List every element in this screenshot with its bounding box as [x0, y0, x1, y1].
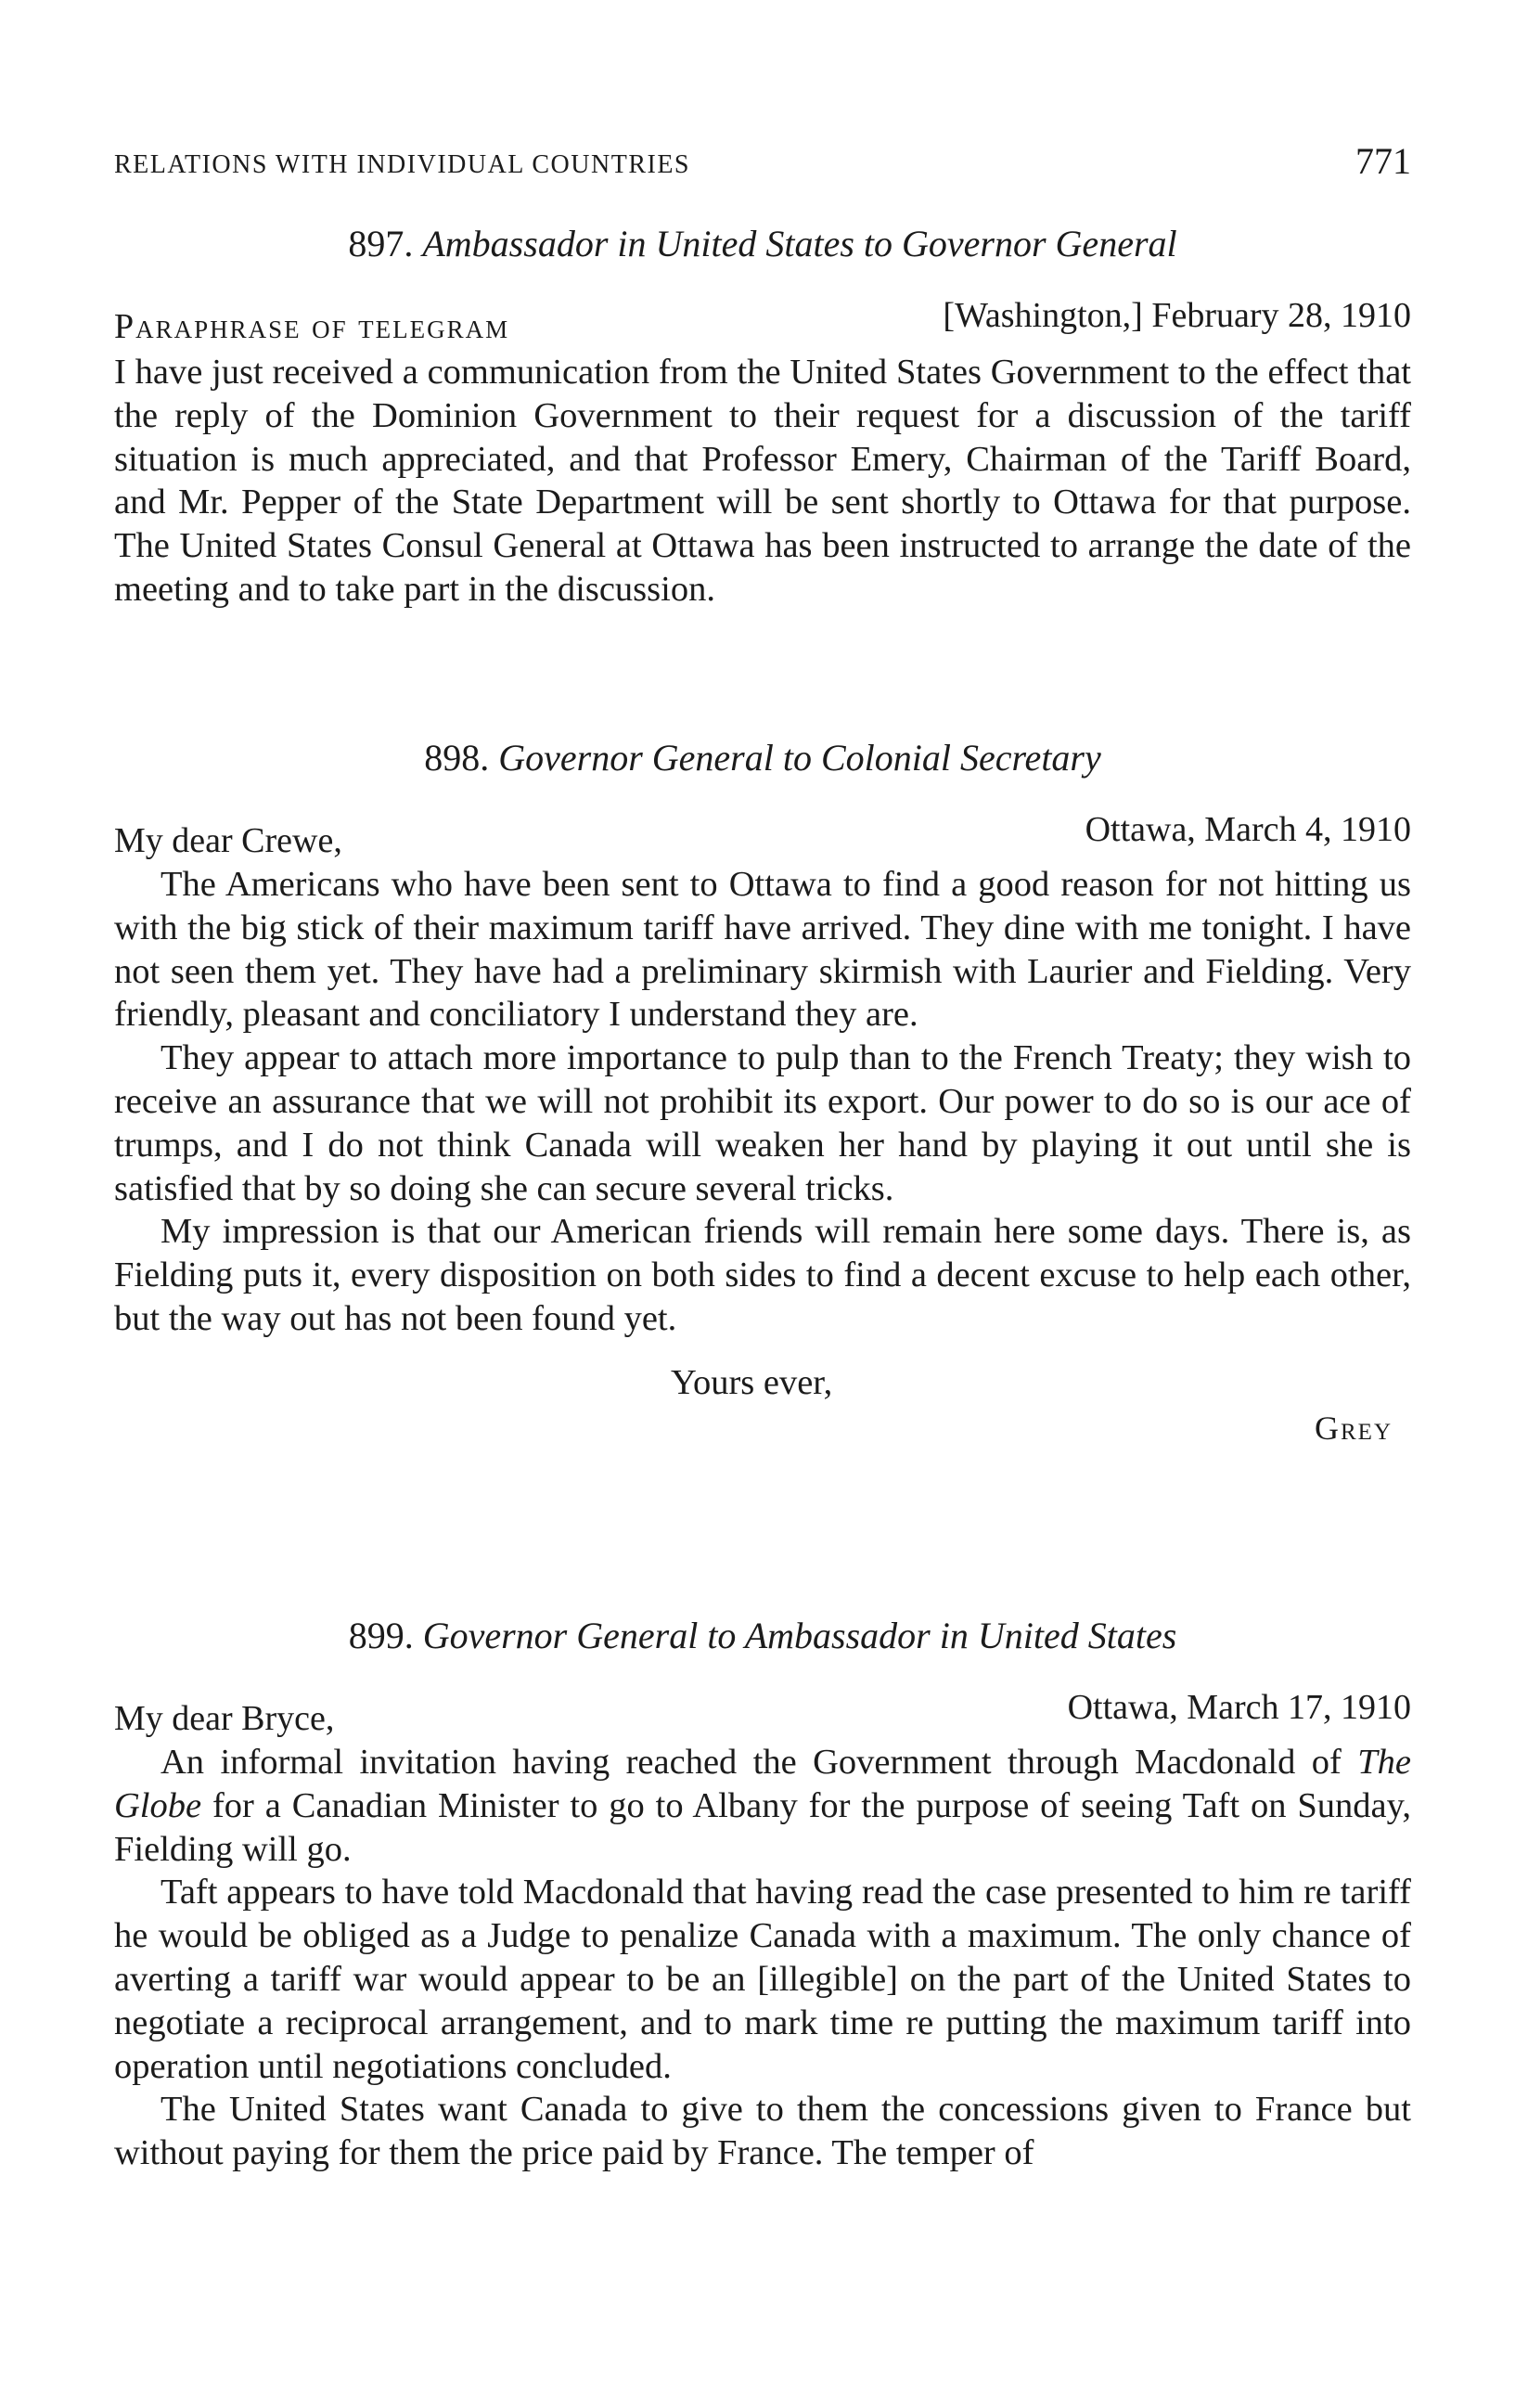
- body-paragraph: My impression is that our American friends will remain here some days. There is, as Fielding puts it, every disposition on both sides to find a decent excuse to help each other, but the way out has not been found yet.: [114, 1212, 1411, 1338]
- document-heading: [114, 221, 1411, 267]
- signature: Grey: [1315, 1409, 1393, 1447]
- document-meta: [114, 809, 1411, 861]
- dateline: [Washington,] February 28, 1910: [943, 296, 1411, 335]
- dateline: Ottawa, March 4, 1910: [1085, 810, 1411, 849]
- document-heading: [114, 735, 1411, 781]
- document-meta: [114, 1687, 1411, 1739]
- body-paragraph: [114, 1741, 1411, 1871]
- document-898: [114, 735, 1411, 1448]
- document-heading: [114, 1613, 1411, 1659]
- telegram-label: Paraphrase of telegram: [114, 307, 510, 346]
- body-paragraph: Taft appears to have told Macdonald that having read the case presented to him re tariff he would be obliged as a Judge to penalize Canada with a maximum. The only chance of averting a tariff war would appear to be an [illegible] on the part of the United States to negotiate a reciprocal arrangement, and to mark time re putting the maximum tariff into operation until negotiations concluded.: [114, 1873, 1411, 2086]
- running-head: [114, 139, 1411, 186]
- running-title: RELATIONS WITH INDIVIDUAL COUNTRIES: [114, 150, 690, 179]
- paragraph-text: for a Canadian Minister to go to Albany for the purpose of seeing Taft on Sunday, Fielding will go.: [114, 1785, 1411, 1869]
- document-title: Ambassador in United States to Governor General: [422, 223, 1177, 264]
- document-number: 897.: [348, 223, 414, 264]
- paragraph-text: An informal invitation having reached the Government through Macdonald of: [161, 1743, 1358, 1782]
- document-title: Governor General to Ambassador in United States: [422, 1615, 1177, 1656]
- body-paragraph: I have just received a communication from the United States Government to the effect that the reply of the Dominion Government to their request for a discussion of the tariff situation is much appreciated, and that Professor Emery, Chairman of the Tariff Board, and Mr. Pepper of the State Department will be sent shortly to Ottawa for that purpose. The United States Consul General at Ottawa has been instructed to arrange the date of the meeting and to take part in the discussion.: [114, 353, 1411, 609]
- page-number: 771: [1355, 140, 1411, 182]
- body-paragraph: They appear to attach more importance to pulp than to the French Treaty; they wish to receive an assurance that we will not prohibit its export. Our power to do so is our ace of trumps, and I do not think Canada will weaken her hand by playing it out until she is satisfied that by so doing she can secure several tricks.: [114, 1038, 1411, 1208]
- document-897: [114, 221, 1411, 612]
- document-page: [114, 0, 1411, 2408]
- salutation: My dear Crewe,: [114, 821, 342, 860]
- document-number: 899.: [348, 1615, 414, 1656]
- body-paragraph: The United States want Canada to give to them the concessions given to France but without paying for them the price paid by France. The temper of: [114, 2090, 1411, 2173]
- body-paragraph: The Americans who have been sent to Ottawa to find a good reason for not hitting us with the big stick of their maximum tariff have arrived. They dine with me tonight. I have not seen them yet. They have had a preliminary skirmish with Laurier and Fielding. Very friendly, pleasant and conciliatory I understand they are.: [114, 865, 1411, 1035]
- letter-closing: Yours ever,: [671, 1362, 833, 1402]
- dateline: Ottawa, March 17, 1910: [1067, 1688, 1411, 1727]
- document-title: Governor General to Colonial Secretary: [498, 737, 1101, 779]
- document-899: [114, 1613, 1411, 2175]
- document-number: 898.: [424, 737, 490, 779]
- document-meta: [114, 295, 1411, 347]
- salutation: My dear Bryce,: [114, 1699, 335, 1738]
- newspaper-title: The Globe: [114, 1743, 1411, 1825]
